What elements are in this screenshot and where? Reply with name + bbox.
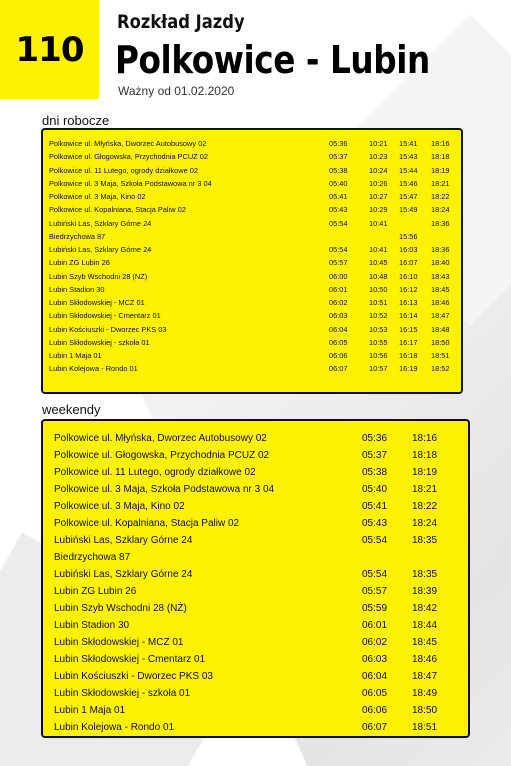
stop-name: Lubin Kolejowa - Rondo 01 <box>49 364 138 374</box>
departure-time: 18:36 <box>431 245 450 254</box>
departure-time: 10:50 <box>369 284 388 294</box>
departure-time: 18:51 <box>412 722 438 733</box>
departure-time: 10:24 <box>369 165 388 175</box>
departure-time: 06:03 <box>329 311 348 321</box>
departure-time: 10:29 <box>369 205 388 215</box>
timetable-row <box>43 566 468 583</box>
timetable-row <box>43 190 461 203</box>
departure-time: 18:16 <box>431 139 450 148</box>
departure-time: 06:01 <box>329 284 348 294</box>
stop-name: Lubiński Las, Szklary Górne 24 <box>49 245 152 254</box>
departure-time: 18:46 <box>412 654 438 665</box>
timetable-row <box>43 362 461 375</box>
departure-time: 05:54 <box>362 569 388 580</box>
stop-name: Lubin Kolejowa - Rondo 01 <box>54 722 175 733</box>
departure-time: 18:40 <box>431 258 450 268</box>
stop-name: Biedrzychowa 87 <box>49 231 106 241</box>
departure-time: 15:49 <box>399 205 418 215</box>
departure-time: 06:04 <box>329 324 348 334</box>
departure-time: 10:26 <box>369 178 388 188</box>
departure-time: 16:19 <box>399 364 418 374</box>
stop-name: Lubin Stadion 30 <box>49 284 105 294</box>
departure-time: 10:52 <box>369 311 388 321</box>
departure-time: 18:50 <box>412 705 438 716</box>
timetable-row <box>43 336 461 349</box>
stop-name: Polkowice ul. Kopalniana, Stacja Paliw 02 <box>54 518 240 529</box>
stop-name: Polkowice ul. 11 Lutego, ogrody działkowe 02 <box>54 467 256 478</box>
timetable-row <box>43 464 468 481</box>
timetable-row <box>43 447 468 464</box>
departure-time: 18:21 <box>412 484 438 495</box>
timetable-row <box>43 296 461 309</box>
departure-time: 15:44 <box>399 165 418 175</box>
timetable-row <box>43 532 468 549</box>
stop-name: Lubin 1 Maja 01 <box>54 705 126 716</box>
departure-time: 10:41 <box>369 245 388 254</box>
departure-time: 18:19 <box>431 165 450 175</box>
departure-time: 18:21 <box>431 178 450 188</box>
departure-time: 18:50 <box>431 337 450 347</box>
departure-time: 18:35 <box>412 535 438 546</box>
stop-name: Lubiński Las, Szklary Górne 24 <box>54 535 193 546</box>
stop-name: Polkowice ul. 3 Maja, Szkoła Podstawowa nr 3 04 <box>49 178 212 188</box>
timetable-row <box>43 617 468 634</box>
stop-name: Polkowice ul. Głogowska, Przychodnia PCUZ 02 <box>54 450 270 461</box>
departure-time: 10:41 <box>369 218 388 228</box>
timetable-row <box>43 309 461 322</box>
departure-time: 16:13 <box>399 298 418 307</box>
timetable-row <box>43 549 468 566</box>
timetable-row <box>43 668 468 685</box>
departure-time: 18:46 <box>431 298 450 307</box>
departure-time: 18:19 <box>412 467 438 478</box>
stop-name: Polkowice ul. 3 Maja, Kino 02 <box>54 501 185 512</box>
departure-time: 06:02 <box>329 298 348 307</box>
departure-time: 05:37 <box>362 450 388 461</box>
departure-time: 18:39 <box>412 586 438 597</box>
timetable-row <box>43 150 461 163</box>
stop-name: Lubin Szyb Wschodni 28 (NZ) <box>49 271 148 281</box>
departure-time: 10:57 <box>369 364 388 374</box>
departure-time: 06:05 <box>329 337 348 347</box>
timetable-row <box>43 719 468 736</box>
timetable-row <box>43 600 468 617</box>
departure-time: 16:17 <box>399 337 418 347</box>
timetable-row <box>43 230 461 243</box>
departure-time: 15:56 <box>399 231 418 241</box>
stop-name: Lubin Kościuszki - Dworzec PKS 03 <box>49 324 167 334</box>
stop-name: Lubin Skłodowskiej - Cmentarz 01 <box>49 311 161 321</box>
route-number: 110 <box>15 29 84 70</box>
departure-time: 18:49 <box>412 688 438 699</box>
route-title: Polkowice - Lubin <box>115 38 430 82</box>
stop-name: Polkowice ul. 3 Maja, Szkoła Podstawowa nr 3 04 <box>54 484 275 495</box>
departure-time: 10:53 <box>369 324 388 334</box>
stop-name: Lubin ZG Lubin 26 <box>54 586 137 597</box>
departure-time: 18:52 <box>431 364 450 374</box>
departure-time: 16:07 <box>399 258 418 268</box>
timetable-row <box>43 583 468 600</box>
timetable-row <box>43 164 461 177</box>
departure-time: 15:43 <box>399 152 418 162</box>
departure-time: 06:03 <box>362 654 388 665</box>
timetable-row <box>43 323 461 336</box>
departure-time: 05:40 <box>362 484 388 495</box>
departure-time: 10:45 <box>369 258 388 268</box>
weekends-label: weekendy <box>42 402 101 417</box>
timetable-row <box>43 430 468 447</box>
departure-time: 05:43 <box>362 518 388 529</box>
stop-name: Lubin Skłodowskiej - Cmentarz 01 <box>54 654 206 665</box>
departure-time: 06:06 <box>362 705 388 716</box>
departure-time: 18:48 <box>431 324 450 334</box>
departure-time: 05:36 <box>329 139 348 148</box>
timetable-row <box>43 515 468 532</box>
departure-time: 18:45 <box>412 637 438 648</box>
departure-time: 15:47 <box>399 192 418 201</box>
timetable-row <box>43 349 461 362</box>
departure-time: 18:22 <box>431 192 450 201</box>
stop-name: Lubin Kościuszki - Dworzec PKS 03 <box>54 671 213 682</box>
departure-time: 10:27 <box>369 192 388 201</box>
departure-time: 18:24 <box>431 205 450 215</box>
stop-name: Lubin ZG Lubin 26 <box>49 258 110 268</box>
departure-time: 18:51 <box>431 351 450 360</box>
weekdays-timetable <box>41 128 463 394</box>
route-number-badge <box>0 0 99 99</box>
departure-time: 18:36 <box>431 218 450 228</box>
departure-time: 10:55 <box>369 337 388 347</box>
departure-time: 06:06 <box>329 351 348 360</box>
departure-time: 05:57 <box>362 586 388 597</box>
departure-time: 18:43 <box>431 271 450 281</box>
stop-name: Polkowice ul. Głogowska, Przychodnia PCUZ 02 <box>49 152 208 162</box>
stop-name: Lubin Skłodowskiej - szkoła 01 <box>54 688 191 699</box>
departure-time: 18:16 <box>412 433 438 444</box>
stop-name: Polkowice ul. Młyńska, Dworzec Autobusowy 02 <box>49 139 207 148</box>
timetable-row <box>43 651 468 668</box>
stop-name: Lubin Skłodowskiej - szkoła 01 <box>49 337 150 347</box>
departure-time: 05:36 <box>362 433 388 444</box>
timetable-row <box>43 283 461 296</box>
departure-time: 10:51 <box>369 298 388 307</box>
departure-time: 06:02 <box>362 637 388 648</box>
departure-time: 06:01 <box>362 620 388 631</box>
stop-name: Polkowice ul. 11 Lutego, ogrody działkowe 02 <box>49 165 198 175</box>
departure-time: 10:48 <box>369 271 388 281</box>
departure-time: 15:46 <box>399 178 418 188</box>
departure-time: 18:47 <box>431 311 450 321</box>
departure-time: 18:24 <box>412 518 438 529</box>
weekends-timetable <box>41 419 470 738</box>
stop-name: Polkowice ul. 3 Maja, Kino 02 <box>49 192 146 201</box>
departure-time: 10:23 <box>369 152 388 162</box>
timetable-row <box>43 137 461 150</box>
stop-name: Biedrzychowa 87 <box>54 552 131 563</box>
departure-time: 18:35 <box>412 569 438 580</box>
departure-time: 15:41 <box>399 139 418 148</box>
departure-time: 18:22 <box>412 501 438 512</box>
stop-name: Lubiński Las, Szklary Górne 24 <box>49 218 152 228</box>
departure-time: 10:56 <box>369 351 388 360</box>
departure-time: 16:14 <box>399 311 418 321</box>
departure-time: 10:21 <box>369 139 388 148</box>
valid-from-date: Ważny od 01.02.2020 <box>118 84 235 98</box>
stop-name: Lubiński Las, Szklary Górne 24 <box>54 569 193 580</box>
departure-time: 18:18 <box>431 152 450 162</box>
timetable-row <box>43 481 468 498</box>
departure-time: 05:59 <box>362 603 388 614</box>
departure-time: 05:54 <box>329 218 348 228</box>
departure-time: 05:37 <box>329 152 348 162</box>
departure-time: 05:41 <box>362 501 388 512</box>
timetable-row <box>43 685 468 702</box>
stop-name: Lubin Stadion 30 <box>54 620 130 631</box>
departure-time: 16:10 <box>399 271 418 281</box>
departure-time: 05:38 <box>362 467 388 478</box>
stop-name: Lubin 1 Maja 01 <box>49 351 102 360</box>
departure-time: 06:04 <box>362 671 388 682</box>
timetable-row <box>43 243 461 256</box>
departure-time: 18:45 <box>431 284 450 294</box>
departure-time: 06:07 <box>362 722 388 733</box>
departure-time: 18:47 <box>412 671 438 682</box>
departure-time: 05:43 <box>329 205 348 215</box>
stop-name: Lubin Szyb Wschodni 28 (NŻ) <box>54 603 187 614</box>
timetable-row <box>43 256 461 269</box>
timetable-heading: Rozkład Jazdy <box>117 11 245 33</box>
timetable-row <box>43 702 468 719</box>
departure-time: 05:54 <box>362 535 388 546</box>
timetable-row <box>43 498 468 515</box>
timetable-row <box>43 270 461 283</box>
departure-time: 18:18 <box>412 450 438 461</box>
departure-time: 05:41 <box>329 192 348 201</box>
timetable-row <box>43 634 468 651</box>
departure-time: 16:12 <box>399 284 418 294</box>
weekdays-label: dni robocze <box>42 113 110 128</box>
departure-time: 06:00 <box>329 271 348 281</box>
stop-name: Lubin Skłodowskiej - MCZ 01 <box>49 298 145 307</box>
departure-time: 16:15 <box>399 324 418 334</box>
stop-name: Polkowice ul. Kopalniana, Stacja Paliw 02 <box>49 205 186 215</box>
departure-time: 05:57 <box>329 258 348 268</box>
departure-time: 05:38 <box>329 165 348 175</box>
stop-name: Lubin Skłodowskiej - MCZ 01 <box>54 637 184 648</box>
timetable-row <box>43 203 461 216</box>
departure-time: 05:54 <box>329 245 348 254</box>
timetable-row <box>43 177 461 190</box>
departure-time: 05:40 <box>329 178 348 188</box>
timetable-row <box>43 217 461 230</box>
departure-time: 06:05 <box>362 688 388 699</box>
departure-time: 06:07 <box>329 364 348 374</box>
stop-name: Polkowice ul. Młyńska, Dworzec Autobusowy 02 <box>54 433 267 444</box>
departure-time: 18:44 <box>412 620 438 631</box>
departure-time: 16:18 <box>399 351 418 360</box>
departure-time: 18:42 <box>412 603 438 614</box>
departure-time: 16:03 <box>399 245 418 254</box>
